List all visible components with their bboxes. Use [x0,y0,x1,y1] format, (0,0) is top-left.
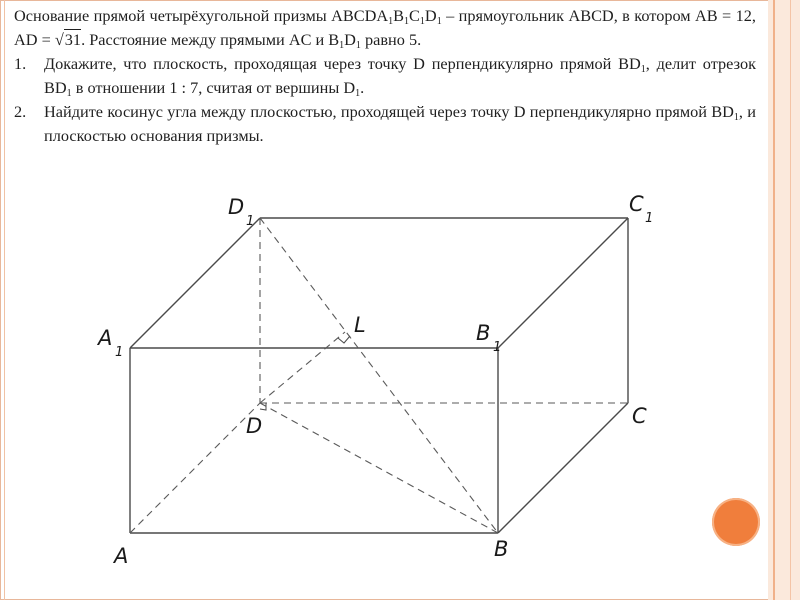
label-c1: C [629,192,644,216]
intro-text: C [409,6,420,25]
task-number: 1. [14,54,27,73]
label-a: A [114,544,129,568]
label-b1-sub: 1 [493,340,502,355]
intro-text: D [344,30,356,49]
task-text-part: в отношении 1 : 7, считая от вершины D [71,78,356,97]
task-text-part: , делит отрезок BD [44,54,756,97]
right-angle-marks [260,336,350,410]
intro-text: . Расстояние между прямыми AC и B [81,30,340,49]
label-b: B [494,537,509,561]
subscript: 1 [388,16,394,27]
label-d1-sub: 1 [246,214,255,229]
task-text-part: , и плоскостью основания призмы. [44,102,756,145]
task-text-part: Найдите косинус угла между плоскостью, проходящей через точку D перпендикулярно прямой BD [44,102,734,121]
label-c1-sub: 1 [645,211,654,226]
edge-a-d [130,403,263,533]
diagonal-d-b [260,403,498,533]
task-text-part: Докажите, что плоскость, проходящая через точку D перпендикулярно прямой BD [44,54,641,73]
subscript: 1 [404,16,410,27]
intro-text: – прямоугольник ABCD, в котором AB = 12, AD = [14,6,756,49]
right-angle-mark-l [338,336,350,343]
edge-b1-c1 [498,218,628,348]
subscript: 1 [355,88,361,99]
label-a1: A [98,326,113,350]
label-a1-sub: 1 [115,345,124,360]
intro-text: B [393,6,405,25]
intro-text: равно 5. [360,30,422,49]
edge-b-c [498,403,628,533]
label-d: D [246,414,263,438]
subscript: 1 [436,16,442,27]
task-text-part: . [360,78,365,97]
hidden-edges [130,218,628,533]
subscript: 1 [733,112,739,123]
sqrt-value: 31 [64,30,82,49]
subscript: 1 [640,64,646,75]
sqrt-symbol: √ [54,30,64,49]
task-number: 2. [14,102,27,121]
intro-text: D [424,6,437,25]
edge-a1-d1 [130,218,260,348]
subscript: 1 [66,88,72,99]
diagonal-d1-b [260,218,498,533]
label-b1: B [476,321,491,345]
segment-d-l [260,332,345,403]
intro-text: Основание прямой четырёхугольной призмы ABCDA [14,6,389,25]
label-l: L [354,313,366,337]
label-d1: D [228,195,245,219]
label-c: C [632,404,647,428]
subscript: 1 [419,16,425,27]
subscript: 1 [339,40,345,51]
subscript: 1 [355,40,361,51]
